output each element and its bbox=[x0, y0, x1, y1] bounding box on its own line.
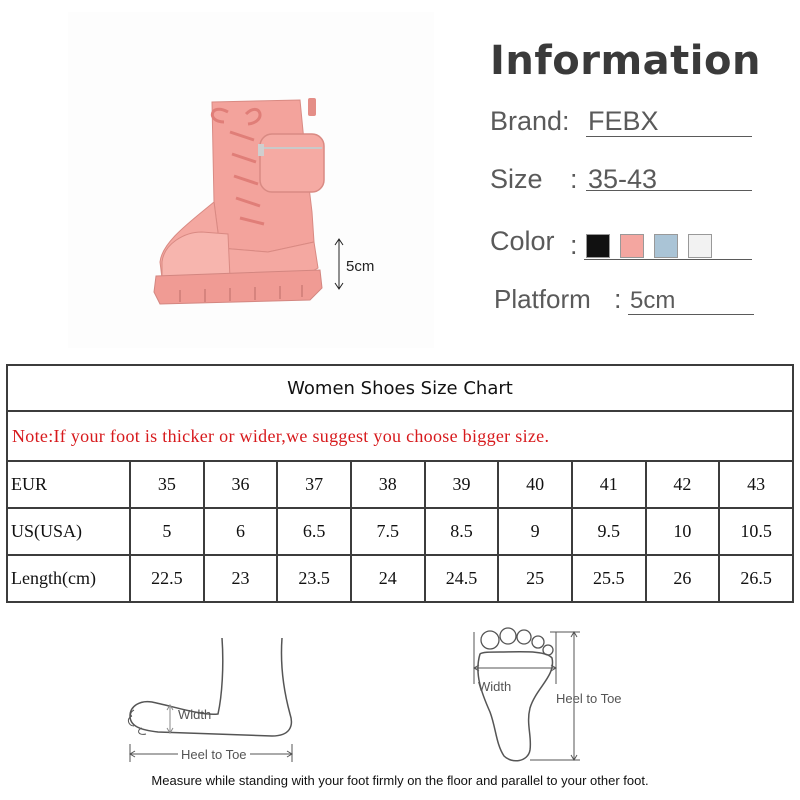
table-cell: 26.5 bbox=[719, 555, 793, 602]
side-length-label: Heel to Toe bbox=[178, 747, 250, 762]
table-cell: 25 bbox=[498, 555, 572, 602]
table-cell: 5 bbox=[130, 508, 204, 555]
row-header-us: US(USA) bbox=[7, 508, 130, 555]
table-cell: 8.5 bbox=[425, 508, 499, 555]
size-chart-title: Women Shoes Size Chart bbox=[7, 365, 793, 411]
table-cell: 39 bbox=[425, 461, 499, 508]
table-cell: 41 bbox=[572, 461, 646, 508]
table-cell: 42 bbox=[646, 461, 720, 508]
table-cell: 9 bbox=[498, 508, 572, 555]
platform-underline bbox=[628, 314, 754, 315]
table-cell: 43 bbox=[719, 461, 793, 508]
black-swatch bbox=[586, 234, 610, 258]
size-underline bbox=[586, 190, 752, 191]
brand-label: Brand: bbox=[490, 106, 570, 136]
color-label: Color bbox=[490, 226, 555, 256]
table-cell: 10.5 bbox=[719, 508, 793, 555]
platform-label: Platform bbox=[494, 284, 591, 314]
platform-colon: : bbox=[614, 284, 622, 314]
brand-value: FEBX bbox=[588, 106, 659, 136]
table-row bbox=[7, 555, 793, 602]
pink-swatch bbox=[620, 234, 644, 258]
info-title: Information bbox=[490, 38, 761, 84]
table-cell: 24.5 bbox=[425, 555, 499, 602]
pink-boot-image bbox=[150, 92, 330, 308]
sole-length-label: Heel to Toe bbox=[556, 691, 622, 706]
size-row bbox=[490, 164, 754, 200]
measure-footnote: Measure while standing with your foot firmly on the floor and parallel to your other foot. bbox=[151, 773, 649, 788]
table-row bbox=[7, 508, 793, 555]
table-cell: 23.5 bbox=[277, 555, 351, 602]
table-cell: 7.5 bbox=[351, 508, 425, 555]
brand-underline bbox=[586, 136, 752, 137]
row-header-eur: EUR bbox=[7, 461, 130, 508]
brand-row bbox=[490, 106, 754, 142]
table-cell: 40 bbox=[498, 461, 572, 508]
size-colon: : bbox=[570, 164, 578, 194]
size-label: Size bbox=[490, 164, 543, 194]
color-underline bbox=[584, 259, 752, 260]
table-cell: 25.5 bbox=[572, 555, 646, 602]
platform-height-arrow bbox=[334, 238, 344, 290]
white-swatch bbox=[688, 234, 712, 258]
platform-row bbox=[494, 284, 758, 320]
table-row bbox=[7, 461, 793, 508]
size-value: 35-43 bbox=[588, 164, 658, 194]
table-cell: 23 bbox=[204, 555, 278, 602]
size-chart-table bbox=[6, 364, 794, 603]
table-cell: 26 bbox=[646, 555, 720, 602]
table-cell: 9.5 bbox=[572, 508, 646, 555]
table-cell: 24 bbox=[351, 555, 425, 602]
table-cell: 10 bbox=[646, 508, 720, 555]
table-cell: 37 bbox=[277, 461, 351, 508]
table-cell: 38 bbox=[351, 461, 425, 508]
table-cell: 6.5 bbox=[277, 508, 351, 555]
color-row bbox=[490, 226, 754, 262]
platform-height-label: 5cm bbox=[346, 258, 375, 275]
platform-value: 5cm bbox=[630, 287, 676, 314]
sole-width-label: Width bbox=[478, 679, 512, 694]
size-chart-note: Note:If your foot is thicker or wider,we suggest you choose bigger size. bbox=[7, 411, 793, 461]
row-header-length: Length(cm) bbox=[7, 555, 130, 602]
table-cell: 6 bbox=[204, 508, 278, 555]
side-width-label: Width bbox=[178, 707, 212, 722]
color-colon: : bbox=[570, 230, 578, 260]
light-blue-swatch bbox=[654, 234, 678, 258]
table-cell: 22.5 bbox=[130, 555, 204, 602]
table-cell: 35 bbox=[130, 461, 204, 508]
table-cell: 36 bbox=[204, 461, 278, 508]
